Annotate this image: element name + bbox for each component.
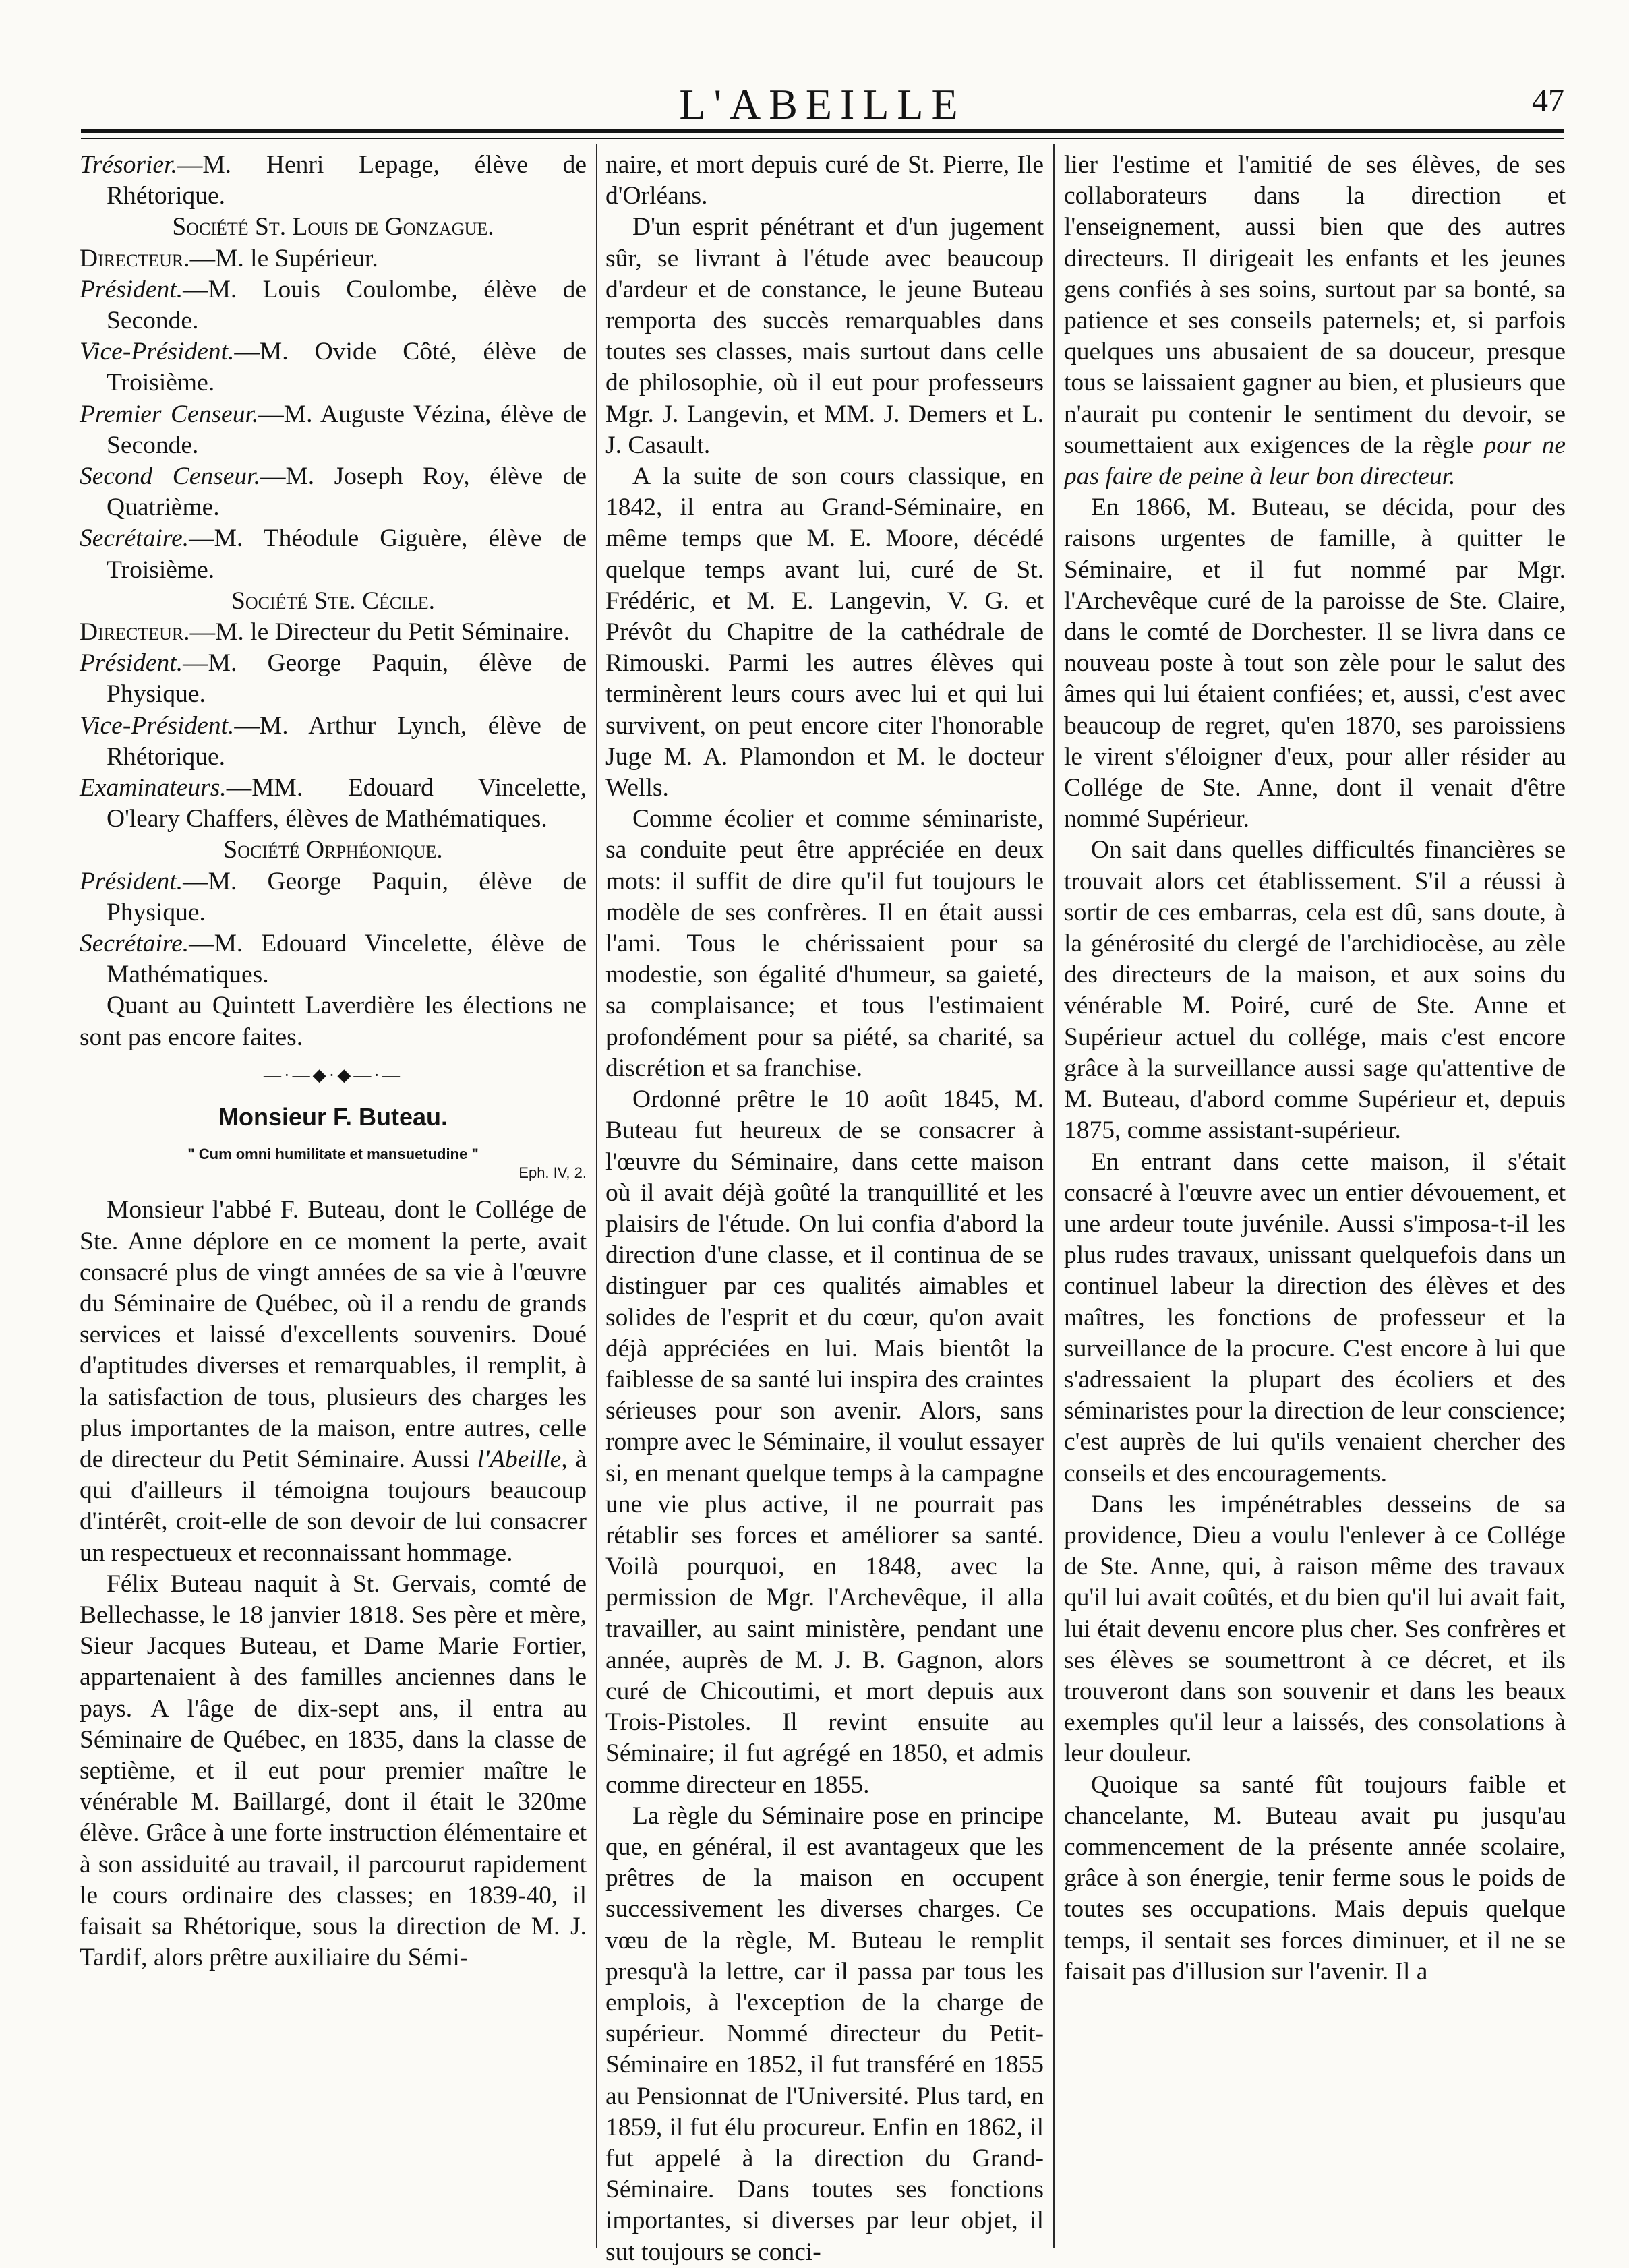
officer-entry: Vice-Président.—M. Arthur Lynch, élève de Rhétorique. bbox=[80, 711, 587, 771]
article-title: Monsieur F. Buteau. bbox=[218, 1103, 448, 1131]
officer-entry: Premier Censeur.—M. Auguste Vézina, élève de Seconde. bbox=[80, 400, 587, 459]
officer-entry: Examinateurs.—MM. Edouard Vincelette, O'leary Chaffers, élèves de Mathématiques. bbox=[80, 774, 587, 833]
paragraph: Quant au Quintett Laverdière les élections ne sont pas encore faites. bbox=[80, 992, 587, 1051]
column-divider-2 bbox=[1053, 144, 1055, 2248]
paragraph: En 1866, M. Buteau, se décida, pour des raisons urgentes de famille, à quitter le Séminaire, et il fut nommé par Mgr. l'Archevêque curé de la paroisse de Ste. Claire, dans le comté de Dorchester. Il se livra dans ce nouveau poste à tout son zèle pour le salut des âmes qui lui étaient confiées; et, aussi, c'est avec beaucoup de regret, qu'en 1870, ses paroissiens le virent s'éloigner d'eux, pour aller résider au Collége de Ste. Anne, dont il venait d'être nommé Supérieur. bbox=[1064, 494, 1566, 833]
masthead bbox=[81, 76, 1564, 136]
epigraph: " Cum omni humilitate et mansuetudine " bbox=[187, 1145, 479, 1163]
paragraph: D'un esprit pénétrant et d'un jugement sûr, se livrant à l'étude avec beaucoup d'ardeur et de constance, le jeune Buteau remporta des succès remarquables dans toutes ses classes, mais surtout dans celle de philosophie, où il eut pour professeurs Mgr. J. Langevin, et MM. J. Demers et L. J. Casault. bbox=[605, 213, 1044, 459]
paragraph: Comme écolier et comme séminariste, sa conduite peut être appréciée en deux mots: il suffit de dire qu'il fut toujours le modèle de ses confrères. Il en était aussi l'ami. Tous le chérissaient pour sa modestie, son égalité d'humeur, sa gaieté, sa complaisance; et tous l'estimaient profondément pour sa piété, sa charité, sa discrétion et sa franchise. bbox=[605, 805, 1044, 1082]
paragraph: Félix Buteau naquit à St. Gervais, comté de Bellechasse, le 18 janvier 1818. Ses père et mère, Sieur Jacques Buteau, et Dame Marie Fortier, appartenaient à des familles anciennes dans le pays. A l'âge de dix-sept ans, il entra au Séminaire de Québec, en 1835, dans la classe de septième, et il eut pour premier maître le vénérable M. Baillargé, dont il était le 320me élève. Grâce à une forte instruction élémentaire et à son assiduité au travail, il parcourut rapidement le cours ordinaire des classes; en 1839-40, il faisait sa Rhétorique, sous la direction de M. J. Tardif, alors prêtre auxiliaire du Sémi- bbox=[80, 1570, 587, 1972]
column-divider-1 bbox=[596, 144, 597, 2248]
officer-entry: Second Censeur.—M. Joseph Roy, élève de Quatrième. bbox=[80, 462, 587, 522]
officer-entry: Président.—M. Louis Coulombe, élève de Seconde. bbox=[80, 275, 587, 335]
paragraph: Dans les impénétrables desseins de sa providence, Dieu a voulu l'enlever à ce Collége de Ste. Anne, qui, à raison même des travaux qu'il lui avait coûtés, et du bien qu'il lui avait fait, lui était devenu encore plus cher. Ses confrères et ses élèves se soumettront à ce décret, et ils trouveront dans son souvenir et dans les beaux exemples qu'il leur a laissés, des consolations à leur douleur. bbox=[1064, 1490, 1566, 1768]
paragraph: Monsieur l'abbé F. Buteau, dont le Collége de Ste. Anne déplore en ce moment la perte, avait consacré plus de vingt années de sa vie à l'œuvre du Séminaire de Québec, où il a rendu de grands services et laissé d'excellents souvenirs. Doué d'aptitudes diverses et remarquables, il remplit, à la satisfaction de tous, plusieurs des charges les plus importantes de la maison, entre autres, celle de directeur du Petit Séminaire. Aussi l'Abeille, à qui d'ailleurs il témoigna toujours beaucoup d'intérêt, croit-elle de son devoir de lui consacrer un respectueux et reconnaissant hommage. bbox=[80, 1196, 587, 1567]
header-rule-thin bbox=[81, 138, 1564, 139]
officer-entry: Directeur.—M. le Directeur du Petit Séminaire. bbox=[80, 618, 570, 647]
officer-entry: Trésorier.—M. Henri Lepage, élève de Rhétorique. bbox=[80, 151, 587, 210]
column-3 bbox=[1064, 150, 1566, 2246]
paragraph: Quoique sa santé fût toujours faible et chancelante, M. Buteau avait pu jusqu'au commencement de la présente année scolaire, grâce à son énergie, tenir ferme sous le poids de toutes ses occupations. Mais depuis quelque temps, il sentait ses forces diminuer, et il ne se faisait pas d'illusion sur l'avenir. Il a bbox=[1064, 1770, 1566, 1986]
section-divider-ornament: —·—◆·◆—·— bbox=[264, 1065, 403, 1085]
paragraph: La règle du Séminaire pose en principe que, en général, il est avantageux que les prêtres de la maison en occupent successivement les diverses charges. Ce vœu de la règle, M. Buteau le remplit presqu'à la lettre, car il passa par tous les emplois, à l'exception de la charge de supérieur. Nommé directeur du Petit-Séminaire en 1852, il fut transféré en 1855 au Pensionnat de l'Université. Plus tard, en 1859, il fut élu procureur. Enfin en 1862, il fut appelé à la direction du Grand-Séminaire. Dans toutes ses fonctions importantes, si diverses par leur objet, il sut toujours se conci- bbox=[605, 1801, 1044, 2266]
officer-entry: Président.—M. George Paquin, élève de Physique. bbox=[80, 649, 587, 709]
paragraph: A la suite de son cours classique, en 1842, il entra au Grand-Séminaire, en même temps que M. E. Moore, décédé quelque temps avant lui, curé de St. Frédéric, et M. E. Langevin, V. G. et Prévôt du Chapitre de la cathédrale de Rimouski. Parmi les autres élèves qui terminèrent leurs cours avec lui et qui lui survivent, on peut encore citer l'honorable Juge M. A. Plamondon et M. le docteur Wells. bbox=[605, 462, 1044, 802]
society-heading: Société Ste. Cécile. bbox=[231, 587, 436, 615]
society-heading: Société Orphéonique. bbox=[223, 836, 443, 864]
officer-entry: Secrétaire.—M. Théodule Giguère, élève de Troisième. bbox=[80, 525, 587, 584]
officer-entry: Vice-Président.—M. Ovide Côté, élève de Troisième. bbox=[80, 338, 587, 397]
officer-entry: Directeur.—M. le Supérieur. bbox=[80, 244, 378, 272]
epigraph-reference: Eph. IV, 2. bbox=[519, 1164, 587, 1182]
header-rule-thick bbox=[81, 129, 1564, 133]
paragraph: naire, et mort depuis curé de St. Pierre, Ile d'Orléans. bbox=[605, 151, 1044, 210]
paragraph: On sait dans quelles difficultés financières se trouvait alors cet établissement. S'il a réussi à sortir de ces embarras, cela est dû, sans doute, à la générosité du clergé de l'archidiocèse, au zèle des directeurs de la maison, et aux soins du vénérable M. Poiré, curé de Ste. Anne et Supérieur actuel du collége, mais c'est encore grâce à la surveillance aussi sage qu'attentive de M. Buteau, d'abord comme Supérieur et, depuis 1875, comme assistant-supérieur. bbox=[1064, 836, 1566, 1145]
column-1 bbox=[80, 150, 587, 2246]
paragraph: En entrant dans cette maison, il s'était consacré à l'œuvre avec un entier dévouement, et une ardeur toute juvénile. Aussi s'imposa-t-il les plus rudes travaux, unissant quelquefois dans un continuel labeur la direction des élèves et des maîtres, les fonctions de professeur et la surveillance de la procure. C'est encore à lui que s'adressaient la plupart des écoliers et des séminaristes pour la direction de leur conscience; c'est auprès de lui qu'ils venaient chercher des conseils et des encouragements. bbox=[1064, 1147, 1566, 1487]
society-heading: Société St. Louis de Gonzague. bbox=[172, 213, 494, 241]
officer-entry: Président.—M. George Paquin, élève de Physique. bbox=[80, 867, 587, 926]
officer-entry: Secrétaire.—M. Edouard Vincelette, élève de Mathématiques. bbox=[80, 930, 587, 989]
paragraph: lier l'estime et l'amitié de ses élèves, de ses collaborateurs dans la direction et l'enseignement, aussi bien que des autres directeurs. Il dirigeait les enfants et les jeunes gens confiés à ses soins, surtout par sa bonté, sa patience et ses conseils paternels; et, si parfois quelques uns abusaient de sa douceur, presque tous se laissaient gagner au bien, et plusieurs que n'aurait pu contenir le sentiment du devoir, se soumettaient aux exigences de la règle pour ne pas faire de peine à leur bon directeur. bbox=[1064, 151, 1566, 491]
column-2 bbox=[605, 150, 1044, 2266]
page-number: 47 bbox=[1532, 83, 1564, 119]
paragraph: Ordonné prêtre le 10 août 1845, M. Buteau fut heureux de se consacrer à l'œuvre du Séminaire, dans cette maison où il avait déjà goûté la tranquillité et les plaisirs de l'étude. On lui confia d'abord la direction d'une classe, et il continua de se distinguer par ces qualités aimables et solides de l'esprit et du cœur, qu'on avait déjà appréciées en lui. Mais bientôt la faiblesse de sa santé lui inspira des craintes sérieuses pour son avenir. Alors, sans rompre avec le Séminaire, il voulut essayer si, en menant quelque temps à la campagne une vie plus active, il ne pourrait pas rétablir ses forces et améliorer sa santé. Voilà pourquoi, en 1848, avec la permission de Mgr. l'Archevêque, il alla travailler, au saint ministère, pendant une année, auprès de M. J. B. Gagnon, alors curé de Chicoutimi, et mort depuis aux Trois-Pistoles. Il revint ensuite au Séminaire; il fut agrégé en 1850, et admis comme directeur en 1855. bbox=[605, 1085, 1044, 1799]
publication-title: L'ABEILLE bbox=[679, 80, 966, 128]
